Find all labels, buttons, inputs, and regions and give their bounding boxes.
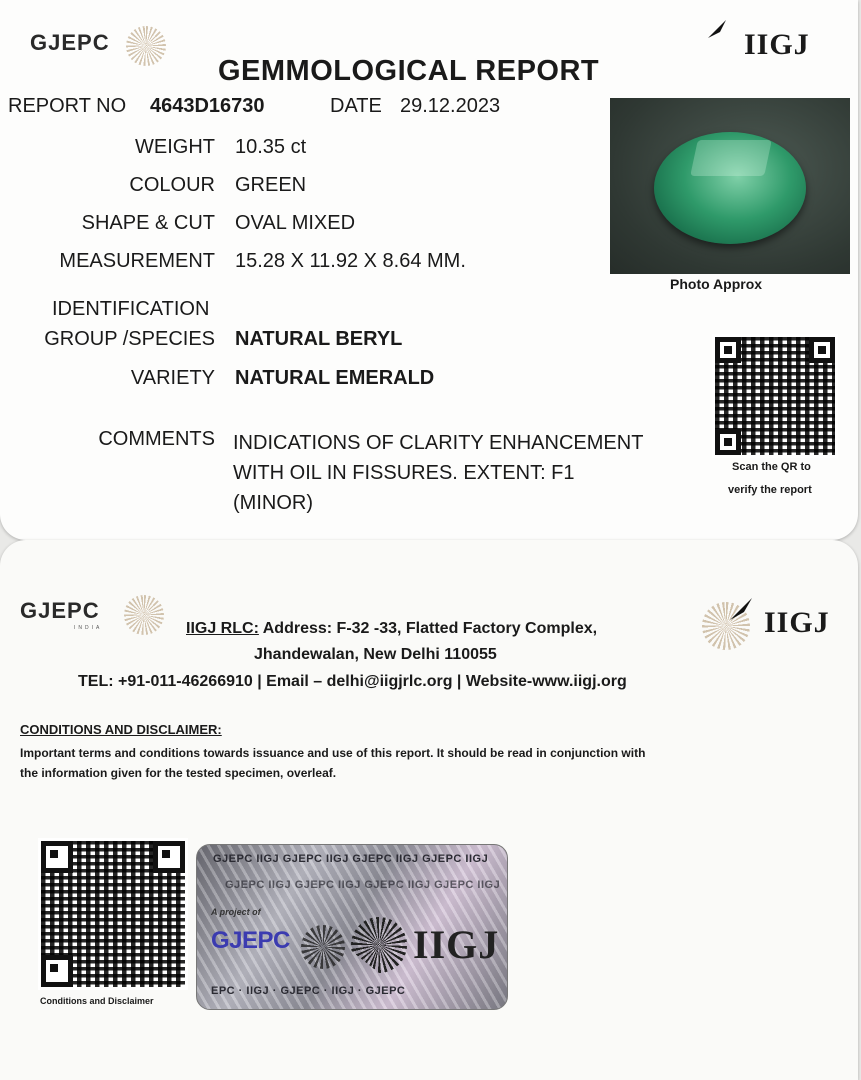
iigj-logo-back: IIGJ [764,606,830,639]
address-line-1 [186,620,597,638]
date-label: DATE [330,95,382,117]
hologram-top-text: GJEPC IIGJ GJEPC IIGJ GJEPC IIGJ GJEPC IIGJ [213,853,489,865]
comments-line: WITH OIL IN FISSURES. EXTENT: F1 [233,462,575,484]
weight-value: 10.35 ct [235,136,307,158]
identification-label: IDENTIFICATION [52,298,210,320]
conditions-qr-caption: Conditions and Disclaimer [40,996,154,1006]
qr-finder [715,337,741,363]
date-value: 29.12.2023 [400,95,501,117]
qr-finder [41,955,73,987]
gjepc-emblem-icon [126,26,166,66]
qr-finder [41,841,73,873]
hologram-iigj: IIGJ [413,922,500,967]
colour-value: GREEN [235,174,307,196]
colour-label: COLOUR [129,174,215,196]
report-back-card [0,540,858,1080]
photo-caption: Photo Approx [670,276,763,292]
conditions-line-1: Important terms and conditions towards issuance and use of this report. It should be read in conjunction with [20,746,646,760]
address-label: IIGJ RLC: [186,620,259,637]
conditions-qr-code[interactable] [38,838,188,990]
conditions-title: CONDITIONS AND DISCLAIMER: [20,722,222,737]
variety-label: VARIETY [130,367,215,389]
hologram-gjepc-emblem-icon [301,925,345,969]
contact-line: TEL: +91-011-46266910 | Email – delhi@iigjrlc.org | Website-www.iigj.org [78,673,627,690]
qr-finder [809,337,835,363]
iigj-arrow-icon [728,596,754,622]
hologram-project-label: A project of [211,907,261,917]
gjepc-logo: GJEPC [30,30,110,55]
report-no-label: REPORT NO [8,95,127,117]
qr-caption-line-2: verify the report [728,484,812,496]
comments-label: COMMENTS [98,428,215,450]
iigj-logo: IIGJ [744,28,810,61]
gjepc-india-label: INDIA [74,625,103,631]
comments-line: (MINOR) [233,492,313,514]
hologram-top-text: GJEPC IIGJ GJEPC IIGJ GJEPC IIGJ GJEPC IIGJ [225,879,501,891]
hologram-gjepc: GJEPC [211,927,290,954]
comments-value [233,428,643,518]
measurement-label: MEASUREMENT [59,250,215,272]
gem-photo [610,98,850,274]
report-title: GEMMOLOGICAL REPORT [218,55,600,87]
report-front-card [0,0,858,540]
shape-cut-label: SHAPE & CUT [81,212,215,234]
comments-line: INDICATIONS OF CLARITY ENHANCEMENT [233,432,644,454]
report-no-value: 4643D16730 [150,95,265,117]
qr-finder [715,429,741,455]
address-text: Address: F-32 -33, Flatted Factory Complex, [262,620,598,637]
shape-cut-value: OVAL MIXED [235,212,356,234]
group-species-value: NATURAL BERYL [235,328,403,350]
qr-caption-line-1: Scan the QR to [732,461,811,473]
qr-finder [153,841,185,873]
gem-facet [690,140,772,176]
security-hologram [196,844,508,1010]
gjepc-emblem-icon [124,595,164,635]
conditions-line-2: the information given for the tested specimen, overleaf. [20,766,337,780]
measurement-value: 15.28 X 11.92 X 8.64 MM. [235,250,466,272]
weight-label: WEIGHT [135,136,215,158]
verify-qr-code[interactable] [712,334,838,458]
iigj-arrow-icon [706,18,728,40]
variety-value: NATURAL EMERALD [235,367,435,389]
hologram-iigj-emblem-icon [351,917,407,973]
address-line-2: Jhandewalan, New Delhi 110055 [254,646,497,663]
group-species-label: GROUP /SPECIES [44,328,215,350]
gjepc-logo-back: GJEPC [20,598,100,623]
hologram-bottom-text: EPC · IIGJ · GJEPC · IIGJ · GJEPC [211,985,406,997]
